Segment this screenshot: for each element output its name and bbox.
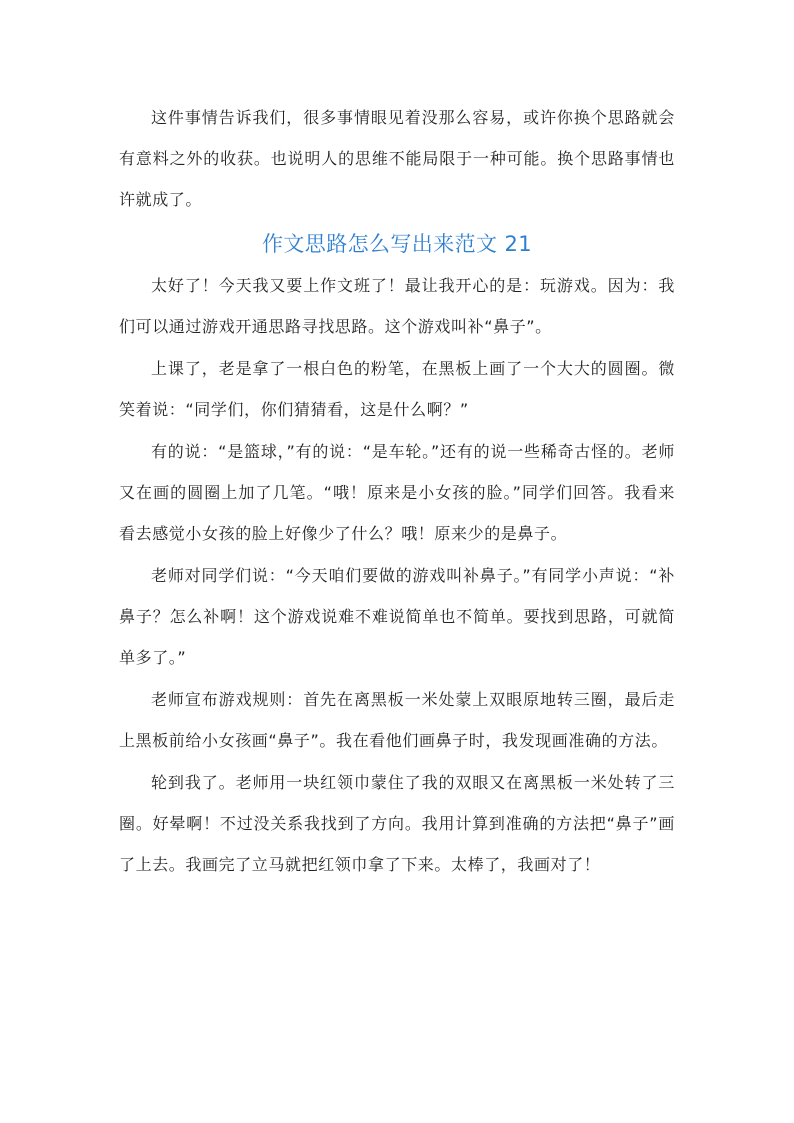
body-paragraph-1: 太好了！今天我又要上作文班了！最让我开心的是：玩游戏。因为：我们可以通过游戏开通思路寻找思路。这个游戏叫补“鼻子”。: [119, 276, 675, 336]
body-paragraph-4: 老师对同学们说：“今天咱们要做的游戏叫补鼻子。”有同学小声说：“补鼻子？怎么补啊！这个游戏说难不难说简单也不简单。要找到思路，可就简单多了。”: [119, 566, 675, 667]
body-paragraph-6: 轮到我了。老师用一块红领巾蒙住了我的双眼又在离黑板一米处转了三圈。好晕啊！不过没关系我找到了方向。我用计算到准确的方法把“鼻子”画了上去。我画完了立马就把红领巾拿了下来。太棒了，我画对了！: [119, 773, 675, 874]
document-page: [119, 97, 675, 885]
intro-paragraph: 这件事情告诉我们，很多事情眼见着没那么容易，或许你换个思路就会有意料之外的收获。也说明人的思维不能局限于一种可能。换个思路事情也许就成了。: [119, 108, 675, 209]
body-paragraph-2: 上课了，老是拿了一根白色的粉笔，在黑板上画了一个大大的圆圈。微笑着说：“同学们，你们猜猜看，这是什么啊？”: [119, 359, 675, 419]
body-paragraph-3: 有的说：“是篮球，”有的说：“是车轮。”还有的说一些稀奇古怪的。老师又在画的圆圈上加了几笔。“哦！原来是小女孩的脸。”同学们回答。我看来看去感觉小女孩的脸上好像少了什么？哦！原来少的是鼻子。: [119, 442, 675, 543]
body-paragraph-5: 老师宣布游戏规则：首先在离黑板一米处蒙上双眼原地转三圈，最后走上黑板前给小女孩画“鼻子”。我在看他们画鼻子时，我发现画准确的方法。: [119, 690, 675, 750]
section-title: 作文思路怎么写出来范文 21: [262, 232, 532, 256]
